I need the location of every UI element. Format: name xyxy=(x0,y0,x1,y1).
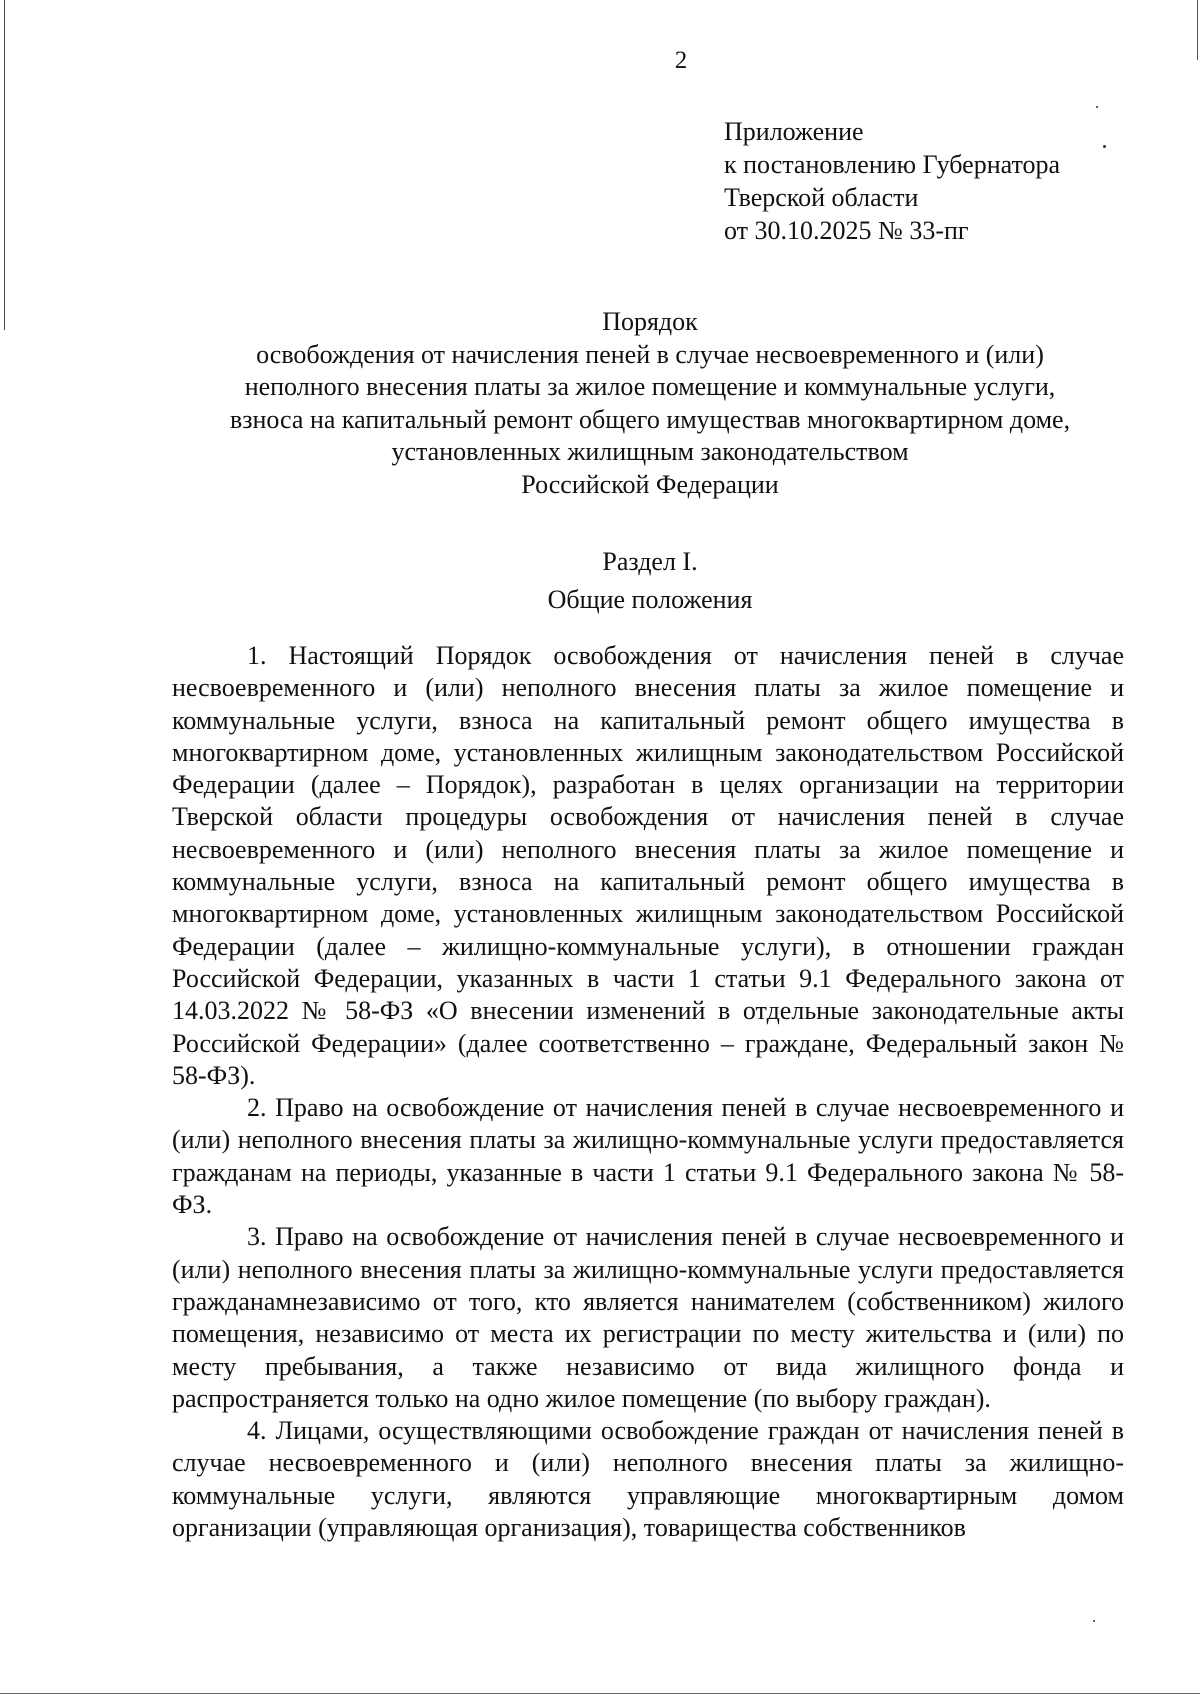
page-number-text: 2 xyxy=(674,47,688,74)
appendix-header xyxy=(724,115,1060,247)
document-body xyxy=(172,640,1124,1544)
section-heading xyxy=(170,543,1130,619)
title-line: Российской Федерации xyxy=(521,469,779,499)
paragraph: 3. Право на освобождение от начисления пеней в случае несвоевременного и (или) неполного внесения платы за жилищно-коммунальные услуги предоставляется гражданамнезависимо от того, кто является нанимателем (собственником) жилого помещения, независимо от места их регистрации по месту жительства и (или) по месту пребывания, а также независимо от вида жилищного фонда и распространяется только на одно жилое помещение (по выбору граждан). xyxy=(172,1222,1124,1413)
document-title xyxy=(170,306,1130,501)
title-line: установленных жилищным законодательством xyxy=(391,437,909,466)
scan-speck xyxy=(1096,106,1098,108)
section-number: Раздел I. xyxy=(602,547,698,576)
title-line: освобождения от начисления пеней в случае несвоевременного и (или) xyxy=(256,339,1044,369)
title-heading: Порядок xyxy=(602,307,698,336)
section-name: Общие положения xyxy=(547,585,753,614)
paragraph: 2. Право на освобождение от начисления пеней в случае несвоевременного и (или) неполного внесения платы за жилищно-коммунальные услуги предоставляется гражданам на периоды, указанные в части 1 статьи 9.1 Федерального закона № 58-ФЗ. xyxy=(172,1093,1124,1220)
scan-speck xyxy=(1093,1620,1095,1622)
appendix-line: Приложение xyxy=(724,117,864,146)
paragraph: 1. Настоящий Порядок освобождения от начисления пеней в случае несвоевременного и (или) неполного внесения платы за жилое помещение и коммунальные услуги, взноса на капитальный ремонт общего имущества в многоквартирном доме, установленных жилищным законодательством Российской Федерации (далее – Порядок), разработан в целях организации на территории Тверской области процедуры освобождения от начисления пеней в случае несвоевременного и (или) неполного внесения платы за жилое помещение и коммунальные услуги, взноса на капитальный ремонт общего имущества в многоквартирном доме, установленных жилищным законодательством Российской Федерации (далее – жилищно-коммунальные услуги), в отношении граждан Российской Федерации, указанных в части 1 статьи 9.1 Федерального закона от 14.03.2022 № 58-ФЗ «О внесении изменений в отдельные законодательные акты Российской Федерации» (далее соответственно – граждане, Федеральный закон № 58-ФЗ). xyxy=(172,641,1124,1090)
paragraph: 4. Лицами, осуществляющими освобождение граждан от начисления пеней в случае несвоевременного и (или) неполного внесения платы за жилищно-коммунальные услуги, являются управляющие многоквартирным домом организации (управляющая организация), товарищества собственников xyxy=(172,1416,1124,1543)
appendix-line: Тверской области xyxy=(724,183,919,212)
appendix-date-number: от 30.10.2025 № 33-пг xyxy=(724,216,969,245)
title-line: взноса на капитальный ремонт общего имуществав многоквартирном доме, xyxy=(229,404,1071,434)
title-line: неполного внесения платы за жилое помещение и коммунальные услуги, xyxy=(244,372,1056,401)
page-number xyxy=(0,46,1200,76)
appendix-line: к постановлению Губернатора xyxy=(724,150,1061,179)
scan-speck xyxy=(1103,145,1106,148)
